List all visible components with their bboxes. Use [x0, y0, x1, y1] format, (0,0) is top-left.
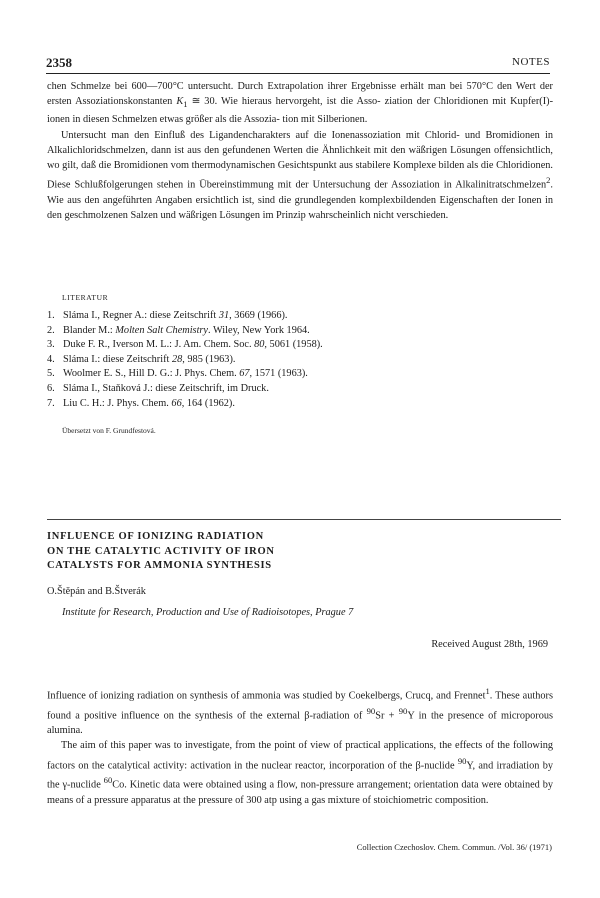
- reference-text: Sláma I., Regner A.: diese Zeitschrift: [63, 310, 219, 321]
- reference-text: Sláma I.: diese Zeitschrift: [63, 353, 172, 365]
- p1-line-4: tion mit Silberionen.: [282, 114, 368, 126]
- reference-text: Woolmer E. S., Hill D. G.: J. Phys. Chem.: [63, 368, 240, 380]
- translator-credit: Übersetzt von F. Grundfestová.: [62, 426, 156, 435]
- reference-emphasis: 31: [218, 310, 230, 321]
- authors: [47, 586, 146, 597]
- reference-emphasis: 80: [254, 339, 265, 351]
- reference-number: 5.: [47, 368, 55, 380]
- text-segment: Co. Kinetic data were obtained using a flow, non-pressure arrangement; orientation data were obtained by means of a pressure apparatus at the pressure of 300 atp using a gas mixture of stoichiometric composition.: [47, 779, 554, 806]
- author-conjunction: and: [85, 586, 106, 597]
- title-line-3: CATALYSTS FOR AMMONIA SYNTHESIS: [47, 560, 272, 571]
- p2-reference-sup: 2: [546, 175, 551, 186]
- reference-number: 2.: [47, 324, 55, 336]
- p1-line-2: 570°C den Wert der ersten Assoziationskonstanten: [47, 81, 553, 108]
- k-rest: ≅ 30. Wie hieraus hervorgeht, ist die Asso-: [187, 96, 381, 108]
- literature-heading: LITERATUR: [62, 293, 109, 302]
- header-rule: [46, 73, 550, 74]
- continuation-text: [47, 79, 553, 223]
- journal-citation: Collection Czechoslov. Chem. Commun. /Vol. 36/ (1971): [356, 842, 552, 852]
- text-segment: Influence of ionizing radiation on synthesis of ammonia was studied by Coekelbergs, Crucq, and Frennet: [47, 690, 486, 702]
- reference-number: 1.: [47, 310, 55, 321]
- reference-number: 3.: [47, 339, 55, 351]
- running-head: NOTES: [512, 56, 550, 68]
- reference-tail: , 164 (1962).: [181, 397, 235, 409]
- k-symbol: K: [176, 96, 184, 108]
- text-segment: . These authors found a positive influence on the synthesis of the external β-radiation of: [47, 690, 553, 722]
- page-header: [46, 55, 550, 71]
- article-body: [47, 684, 553, 808]
- k-subscript: 1: [183, 99, 188, 110]
- author-1: O.Štěpán: [47, 586, 86, 597]
- received-date: Received August 28th, 1969: [431, 639, 548, 650]
- isotope-mass-sup: 90: [366, 705, 376, 716]
- reference-item: [47, 367, 553, 382]
- p2-text-a: Untersucht man den Einfluß des Ligandencharakters auf die Ionenassoziation mit Chlorid- und Bromidionen in Alkalichloridschmelzen, dann ist aus den gefundenen Werten die Ähnlichkeit mit den wäßrigen Lösungen offensichtlich, wo gilt, daß die Bromidionen vom thermodynamischen Gesichtspunkt aus stabilere Komplexe bilden als die Chloridionen. Diese Schlußfolgerungen stehen in Übereinstimmung mit der Untersuchung der Assoziation in Alkalinitratschmelzen: [47, 129, 553, 191]
- text-segment: Y, and irradiation by the γ-nuclide: [47, 760, 553, 791]
- reference-text: Sláma I., Staňková J.: diese Zeitschrift, im Druck.: [63, 382, 269, 394]
- reference-sup: 1: [485, 686, 490, 696]
- reference-number: 6.: [47, 382, 55, 394]
- title-line-1: INFLUENCE OF IONIZING RADIATION: [47, 531, 264, 542]
- reference-item: [47, 382, 553, 397]
- p2-text-b: . Wie aus den angeführten Angaben ersichtlich ist, sind die grundlegenden komplexbildenden Eigenschaften der Ionen in den geschmolzenen Salzen und wäßrigen Lösungen im Prinzip wahrscheinlich nicht verschieden.: [47, 179, 553, 222]
- isotope-mass-sup: 60: [103, 775, 113, 786]
- reference-item: [47, 324, 553, 339]
- reference-item: [47, 353, 553, 368]
- reference-number: 7.: [47, 397, 55, 409]
- reference-emphasis: 66: [171, 397, 182, 409]
- reference-tail: , 985 (1963).: [182, 353, 236, 365]
- text-segment: Y in the presence of microporous alumina.: [47, 710, 553, 737]
- reference-tail: . Wiley, New York 1964.: [208, 324, 310, 336]
- p1-line-3: ziation der Chloridionen mit Kupfer(I)-ionen in diesen Schmelzen etwas größer als die Assozia-: [47, 96, 553, 126]
- reference-item: [47, 309, 553, 324]
- reference-list: [47, 309, 553, 411]
- paragraph-2: [47, 128, 553, 224]
- reference-tail: , 5061 (1958).: [264, 339, 323, 351]
- affiliation: Institute for Research, Production and Use of Radioisotopes, Prague 7: [62, 607, 354, 618]
- p1-line-1: chen Schmelze bei 600—700°C untersucht. Durch Extrapolation ihrer Ergebnisse erhält man bei: [47, 81, 463, 92]
- reference-text: Duke F. R., Iverson M. L.: J. Am. Chem. Soc.: [63, 339, 255, 351]
- reference-emphasis: 28: [171, 353, 183, 365]
- reference-item: [47, 338, 553, 353]
- reference-tail: , 1571 (1963).: [249, 368, 308, 380]
- isotope-mass-sup: 90: [457, 755, 467, 766]
- reference-text: Blander M.:: [63, 324, 116, 336]
- article-paragraph-1: [47, 684, 553, 738]
- page-number: 2358: [46, 55, 72, 70]
- reference-tail: , 3669 (1966).: [229, 310, 288, 321]
- reference-text: Liu C. H.: J. Phys. Chem.: [63, 397, 172, 409]
- text-segment: The aim of this paper was to investigate, from the point of view of practical applications, the effects of the following factors on the catalytical activity: activation in the nuclear reactor, incorporation of the β-nuclide: [47, 740, 553, 772]
- isotope-mass-sup: 90: [398, 705, 408, 716]
- article-paragraph-2: [47, 738, 553, 808]
- reference-item: [47, 397, 553, 412]
- section-divider: [47, 519, 561, 520]
- author-2: B.Štverák: [105, 586, 146, 597]
- article-title: [47, 530, 275, 574]
- paragraph-1: [47, 79, 553, 128]
- reference-emphasis: Molten Salt Chemistry: [115, 324, 209, 336]
- text-segment: Sr +: [375, 710, 399, 722]
- reference-emphasis: 67: [239, 368, 250, 380]
- reference-number: 4.: [47, 353, 55, 365]
- title-line-2: ON THE CATALYTIC ACTIVITY OF IRON: [47, 545, 275, 557]
